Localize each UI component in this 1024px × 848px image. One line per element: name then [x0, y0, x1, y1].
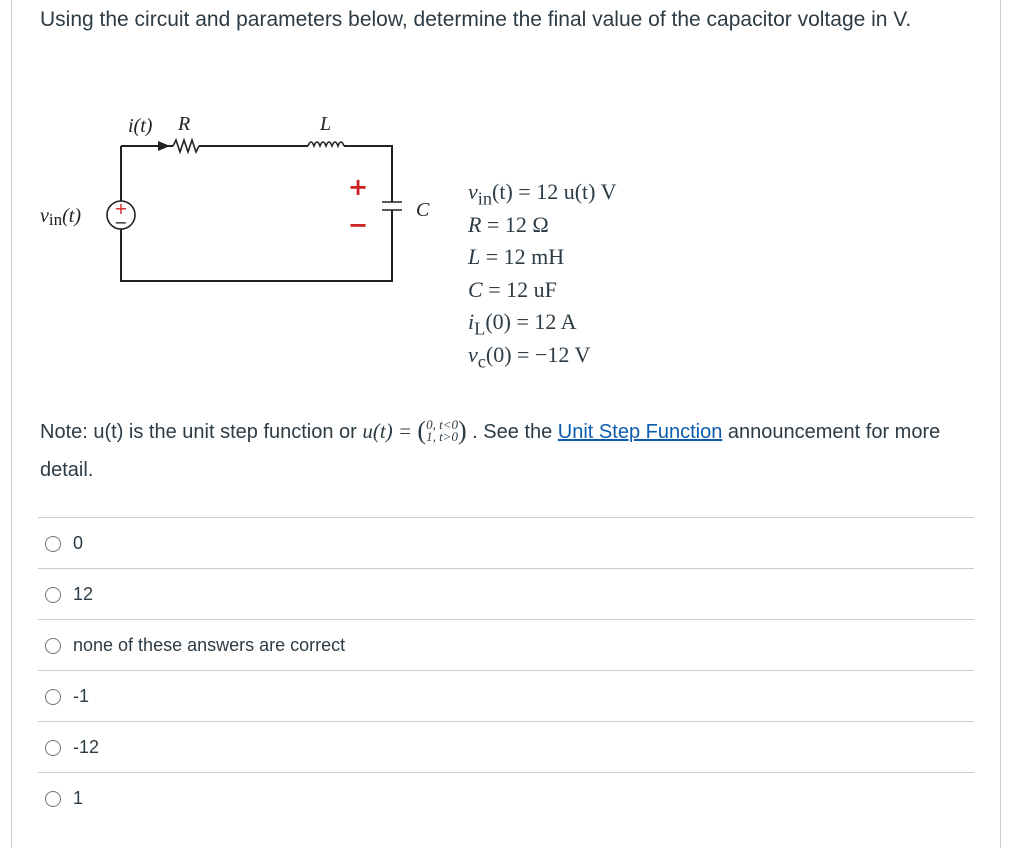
answer-label: 12 — [73, 584, 94, 604]
circuit-diagram — [30, 100, 450, 300]
param-il0: $i_L(0) = 12$ A — [468, 309, 577, 339]
note-text: Note: u(t) is the unit step function or u(t) = ( 0, t<0 1, t>0 ) . See the Unit Step Function announcement for more detail. — [40, 415, 941, 481]
capacitor-minus: − — [347, 211, 369, 239]
radio-button[interactable] — [45, 587, 61, 603]
piecewise-cases: ( 0, t<0 1, t>0 ) — [417, 415, 467, 445]
answer-option[interactable] — [38, 568, 974, 619]
unit-step-formula: u(t) = — [362, 419, 418, 443]
answer-label: none of these answers are correct — [73, 635, 346, 655]
answer-label: -1 — [73, 686, 90, 706]
source-label: vin(t) — [40, 205, 82, 229]
source-plus: + — [114, 199, 128, 218]
radio-button[interactable] — [45, 791, 61, 807]
param-vin: $v_{in}(t) = 12$ u(t) V — [468, 179, 617, 209]
param-r: R = 12 Ω — [468, 211, 549, 237]
param-l: L = 12 mH — [468, 244, 565, 269]
param-c: C = 12 uF — [468, 276, 557, 302]
parameter-list — [468, 176, 616, 371]
radio-button[interactable] — [45, 638, 61, 654]
answer-label: 0 — [73, 533, 84, 553]
answer-label: 1 — [73, 788, 84, 808]
current-arrow — [158, 141, 170, 151]
inductor-symbol — [308, 142, 344, 146]
answer-option[interactable] — [38, 619, 974, 670]
source-minus: − — [114, 213, 128, 232]
current-label: i(t) — [128, 115, 153, 137]
radio-button[interactable] — [45, 536, 61, 552]
answer-label: -12 — [73, 737, 100, 757]
resistor-label: R — [178, 113, 191, 135]
capacitor-plus: + — [347, 173, 369, 201]
radio-button[interactable] — [45, 689, 61, 705]
capacitor-symbol — [382, 202, 402, 210]
inductor-label: L — [320, 113, 332, 135]
answer-option[interactable] — [38, 721, 974, 772]
param-vc0: $v_c(0) = -12$ V — [468, 341, 591, 371]
radio-button[interactable] — [45, 740, 61, 756]
unit-step-function-link[interactable]: Unit Step Function — [557, 421, 723, 443]
answer-list — [38, 517, 974, 823]
question-text: Using the circuit and parameters below, determine the final value of the capacitor voltage in V. — [40, 8, 912, 31]
resistor-symbol — [173, 140, 199, 152]
capacitor-label: C — [416, 199, 430, 221]
answer-option[interactable] — [38, 670, 974, 721]
answer-option[interactable] — [38, 772, 974, 823]
answer-option[interactable] — [38, 517, 974, 568]
